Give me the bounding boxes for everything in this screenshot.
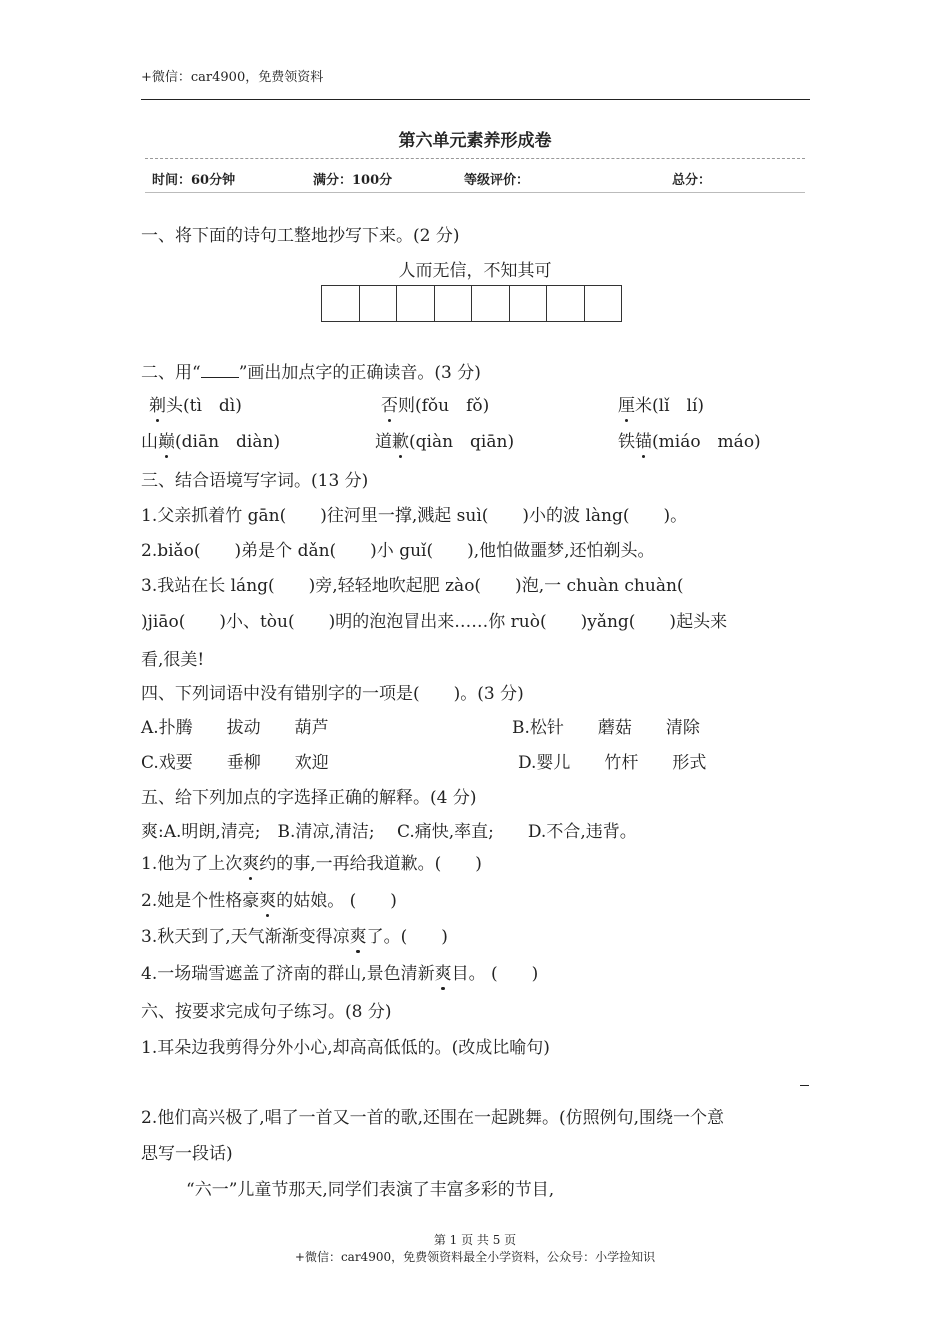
dotted-char: 爽 [434,964,452,984]
title-divider [145,158,805,159]
dotted-char: 歉 [392,432,409,452]
grid-cell[interactable] [322,286,360,321]
q5-definitions: 爽:A.明朗,清亮; B.清凉,清洁; C.痛快,率直; D.不合,违背。 [141,822,637,842]
q3-line-5: 看,很美! [141,650,205,670]
dotted-char: 厘 [618,396,635,416]
q2-item-char: 道 [375,432,392,452]
q4-option-a: A.扑腾 拔动 葫芦 [141,718,329,738]
q5-heading: 五、给下列加点的字选择正确的解释。(4 分) [141,788,477,808]
q2-item-3 [618,391,704,416]
full-score-label: 满分：100分 [313,173,393,188]
header-note: +微信：car4900，免费领资料 [141,70,324,85]
q4-option-b: B.松针 蘑菇 清除 [512,718,700,738]
q1-heading: 一、将下面的诗句工整地抄写下来。(2 分) [141,226,460,246]
grid-cell[interactable] [472,286,510,321]
q2-item-rest: 则(fǒu fǒ) [398,396,490,416]
q6-heading: 六、按要求完成句子练习。(8 分) [141,1002,392,1022]
q6-example: “六一”儿童节那天,同学们表演了丰富多彩的节目, [186,1180,555,1200]
q2-heading-pre: 二、用“ [141,363,201,383]
grid-cell[interactable] [397,286,435,321]
dotted-char: 巅 [158,432,175,452]
footer-note: +微信：car4900，免费领资料最全小学资料，公众号：小学捡知识 [294,1250,656,1264]
q2-item-char: 米 [635,396,652,416]
sentence-text: 了。( ) [366,927,448,947]
dotted-char: 爽 [349,927,367,947]
sentence-text: 目。 ( ) [451,964,539,984]
grid-cell[interactable] [510,286,548,321]
q6-sentence-2a: 2.他们高兴极了,唱了一首又一首的歌,还围在一起跳舞。(仿照例句,围绕一个意 [141,1108,725,1128]
q2-item-5 [375,427,514,452]
q2-item-4 [141,427,280,452]
grade-label: 等级评价： [464,173,530,188]
sentence-text: 3.秋天到了,天气渐渐变得凉 [141,927,350,947]
q2-item-rest: (qiàn qiān) [409,432,515,452]
q3-line-3: 3.我站在长 láng( )旁,轻轻地吹起肥 zào( )泡,一 chuàn chuàn( [141,576,684,596]
q6-sentence-1: 1.耳朵边我剪得分外小心,却高高低低的。(改成比喻句) [141,1038,550,1058]
dotted-char: 锚 [635,432,652,452]
q3-heading: 三、结合语境写字词。(13 分) [141,471,369,491]
sentence-text: 1.他为了上次 [141,854,243,874]
q3-line-2: 2.biǎo( )弟是个 dǎn( )小 guǐ( ),他怕做噩梦,还怕剃头。 [141,541,655,561]
sentence-text: 4.一场瑞雪遮盖了济南的群山,景色清新 [141,964,435,984]
q2-item-6 [618,427,761,452]
q6-sentence-2b: 思写一段话) [141,1144,233,1164]
meta-divider [145,192,805,193]
q4-option-c: C.戏要 垂柳 欢迎 [141,753,329,773]
q1-poem: 人而无信，不知其可 [398,261,552,281]
q2-item-char: 山 [141,432,158,452]
q5-sentence-3 [141,922,448,947]
grid-cell[interactable] [360,286,398,321]
q2-item-1 [149,391,242,416]
dotted-char: 否 [381,396,398,416]
sentence-text: 2.她是个性格豪 [141,891,260,911]
grid-cell[interactable] [585,286,622,321]
sentence-text: 约的事,一再给我道歉。( ) [259,854,482,874]
page-number: 第 1 页 共 5 页 [433,1233,517,1247]
q1-writing-grid[interactable] [321,285,622,322]
q5-sentence-2 [141,886,397,911]
dotted-char: 爽 [259,891,277,911]
q2-item-rest: (diān diàn) [175,432,281,452]
header-rule [141,99,810,100]
q2-item-2 [381,391,489,416]
grid-cell[interactable] [435,286,473,321]
q3-line-4: )jiāo( )小、tòu( )明的泡泡冒出来……你 ruò( )yǎng( )起头来 [141,612,728,632]
total-label: 总分： [672,173,712,188]
q5-sentence-4 [141,959,538,984]
exam-title: 第六单元素养形成卷 [398,131,552,151]
grid-cell[interactable] [547,286,585,321]
q2-heading-post: ”画出加点字的正确读音。(3 分) [238,363,481,383]
q2-item-rest: (miáo máo) [652,432,761,452]
answer-line-mark [800,1085,809,1086]
q3-line-1: 1.父亲抓着竹 gān( )往河里一撑,溅起 suì( )小的波 làng( )。 [141,506,688,526]
q4-option-d: D.婴儿 竹杆 形式 [518,753,707,773]
underline-sample [201,363,239,378]
dotted-char: 爽 [242,854,260,874]
sentence-text: 的姑娘。 ( ) [276,891,397,911]
q2-item-char: 铁 [618,432,635,452]
time-label: 时间：60分钟 [152,173,236,188]
dotted-char: 剃 [149,396,166,416]
q2-item-rest: (lǐ lí) [652,396,705,416]
q2-heading [141,358,481,383]
q2-item-rest: 头(tì dì) [166,396,242,416]
q4-heading: 四、下列词语中没有错别字的一项是( )。(3 分) [141,684,524,704]
q5-sentence-1 [141,849,482,874]
